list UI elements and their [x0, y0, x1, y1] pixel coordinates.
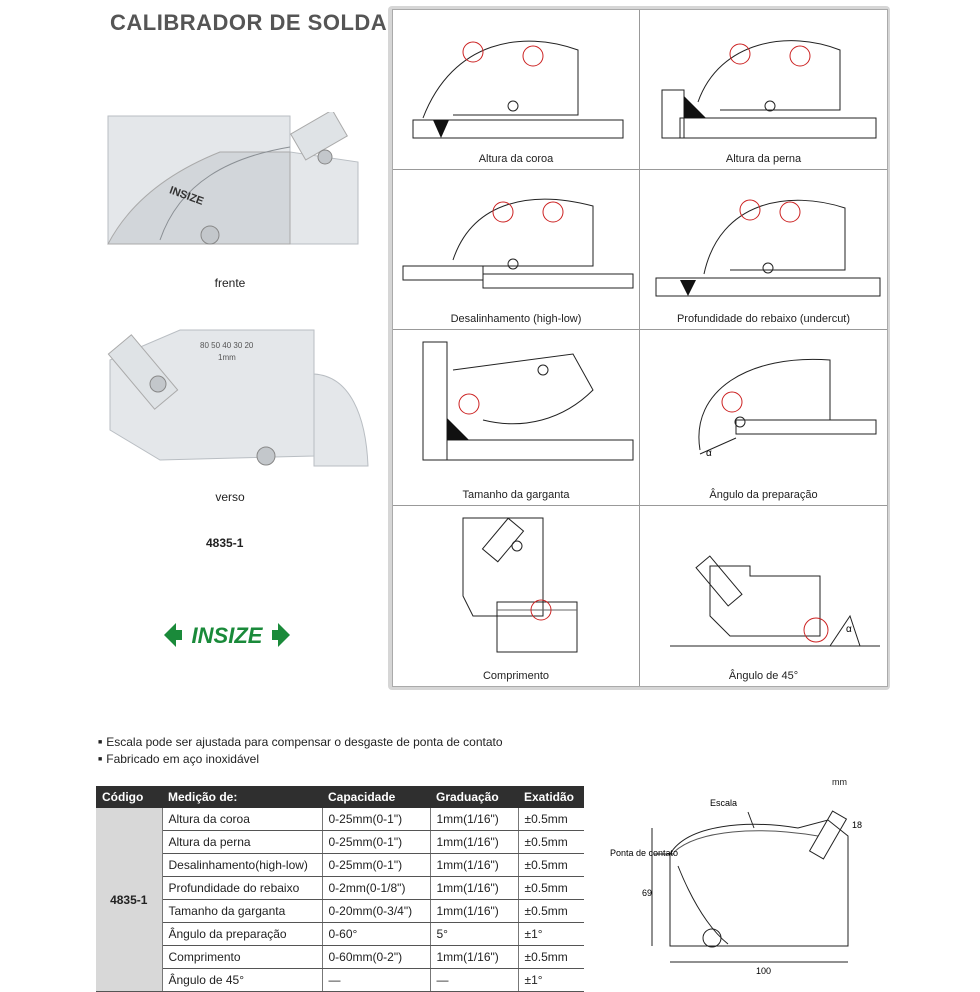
undercut-diagram-icon [640, 170, 886, 320]
diagram-label: Ângulo de 45° [728, 670, 799, 682]
cell-accuracy: ±1° [518, 923, 584, 946]
cell-accuracy: ±0.5mm [518, 900, 584, 923]
diagram-label: Desalinhamento (high-low) [450, 313, 582, 325]
svg-text:1mm: 1mm [218, 353, 236, 362]
width-dimension: 100 [756, 966, 772, 976]
diagram-cell-undercut [640, 170, 887, 330]
cell-capacity: 0-60mm(0-2") [322, 946, 430, 969]
diagram-label: Comprimento [482, 670, 550, 682]
diagram-cell-crown-height [393, 10, 640, 170]
brand-wordmark: INSIZE [191, 623, 263, 648]
front-caption: frente [214, 276, 246, 290]
slot-dimension: 18 [852, 820, 863, 830]
diagram-cell-throat-size [393, 330, 640, 506]
cell-measurement: Ângulo da preparação [162, 923, 322, 946]
table-header-row [96, 786, 584, 808]
angle-45-diagram-icon [640, 506, 886, 686]
cell-capacity: 0-25mm(0-1") [322, 854, 430, 877]
diagram-cell-leg-height [640, 10, 887, 170]
tip-label: Ponta de contato [610, 848, 679, 858]
diagram-label: Altura da perna [725, 153, 802, 165]
table-row [96, 854, 584, 877]
svg-text:α: α [706, 448, 712, 459]
throat-size-diagram-icon [393, 330, 639, 496]
unit-label: mm [832, 777, 847, 787]
leg-height-diagram-icon [640, 10, 886, 160]
cell-measurement: Altura da coroa [162, 808, 322, 831]
cell-capacity: — [322, 969, 430, 992]
diagram-label: Profundidade do rebaixo (undercut) [676, 313, 851, 325]
cell-graduation: 1mm(1/16") [430, 854, 518, 877]
cell-graduation: 5° [430, 923, 518, 946]
scale-label: Escala [710, 798, 738, 808]
header-measurement: Medição de: [162, 786, 322, 808]
model-code: 4835-1 [206, 536, 244, 550]
gauge-back-photo [100, 326, 372, 470]
table-row [96, 946, 584, 969]
cell-capacity: 0-25mm(0-1") [322, 808, 430, 831]
cell-capacity: 0-20mm(0-3/4") [322, 900, 430, 923]
cell-graduation: 1mm(1/16") [430, 831, 518, 854]
misalignment-diagram-icon [393, 170, 639, 320]
diagram-label: Altura da coroa [478, 153, 554, 165]
header-capacity: Capacidade [322, 786, 430, 808]
cell-graduation: 1mm(1/16") [430, 946, 518, 969]
preparation-angle-diagram-icon [640, 330, 886, 496]
length-diagram-icon [393, 506, 639, 686]
page-title: CALIBRADOR DE SOLDA [110, 10, 388, 35]
diagram-cell-length [393, 506, 640, 686]
svg-text:α: α [846, 624, 852, 635]
crown-height-diagram-icon [393, 10, 639, 160]
insize-logo [162, 618, 292, 652]
cell-accuracy: ±0.5mm [518, 877, 584, 900]
height-dimension: 69 [642, 888, 653, 898]
cell-graduation: 1mm(1/16") [430, 900, 518, 923]
cell-graduation: 1mm(1/16") [430, 808, 518, 831]
cell-measurement: Comprimento [162, 946, 322, 969]
table-row [96, 900, 584, 923]
back-caption: verso [215, 490, 245, 504]
cell-measurement: Ângulo de 45° [162, 969, 322, 992]
cell-graduation: — [430, 969, 518, 992]
table-row [96, 831, 584, 854]
cell-graduation: 1mm(1/16") [430, 877, 518, 900]
usage-diagrams-grid [392, 9, 888, 687]
gauge-front-photo [100, 112, 362, 252]
cell-accuracy: ±0.5mm [518, 854, 584, 877]
table-row [96, 969, 584, 992]
header-code: Código [96, 786, 162, 808]
svg-text:INSIZE: INSIZE [167, 184, 206, 208]
diagram-label: Tamanho da garganta [462, 489, 570, 501]
cell-measurement: Profundidade do rebaixo [162, 877, 322, 900]
cell-accuracy: ±0.5mm [518, 808, 584, 831]
cell-measurement: Altura da perna [162, 831, 322, 854]
cell-accuracy: ±0.5mm [518, 946, 584, 969]
table-row [96, 923, 584, 946]
diagram-label: Ângulo da preparação [709, 489, 818, 501]
cell-measurement: Tamanho da garganta [162, 900, 322, 923]
cell-accuracy: ±0.5mm [518, 831, 584, 854]
specifications-table [96, 786, 584, 992]
feature-item: ■ Escala pode ser ajustada para compensar o desgaste de ponta de contato [98, 734, 503, 751]
diagram-cell-preparation-angle [640, 330, 887, 506]
cell-capacity: 0-2mm(0-1/8") [322, 877, 430, 900]
cell-capacity: 0-25mm(0-1") [322, 831, 430, 854]
svg-text:80 50 40 30 20: 80 50 40 30 20 [200, 341, 254, 350]
diagram-cell-misalignment [393, 170, 640, 330]
table-row [96, 877, 584, 900]
cell-measurement: Desalinhamento(high-low) [162, 854, 322, 877]
dimension-drawing [598, 776, 870, 980]
cell-accuracy: ±1° [518, 969, 584, 992]
header-graduation: Graduação [430, 786, 518, 808]
feature-list [98, 734, 503, 768]
feature-item: ■ Fabricado em aço inoxidável [98, 751, 503, 768]
cell-capacity: 0-60° [322, 923, 430, 946]
table-row [96, 808, 584, 831]
diagram-cell-angle-45 [640, 506, 887, 686]
code-cell: 4835-1 [96, 808, 162, 992]
header-accuracy: Exatidão [518, 786, 584, 808]
